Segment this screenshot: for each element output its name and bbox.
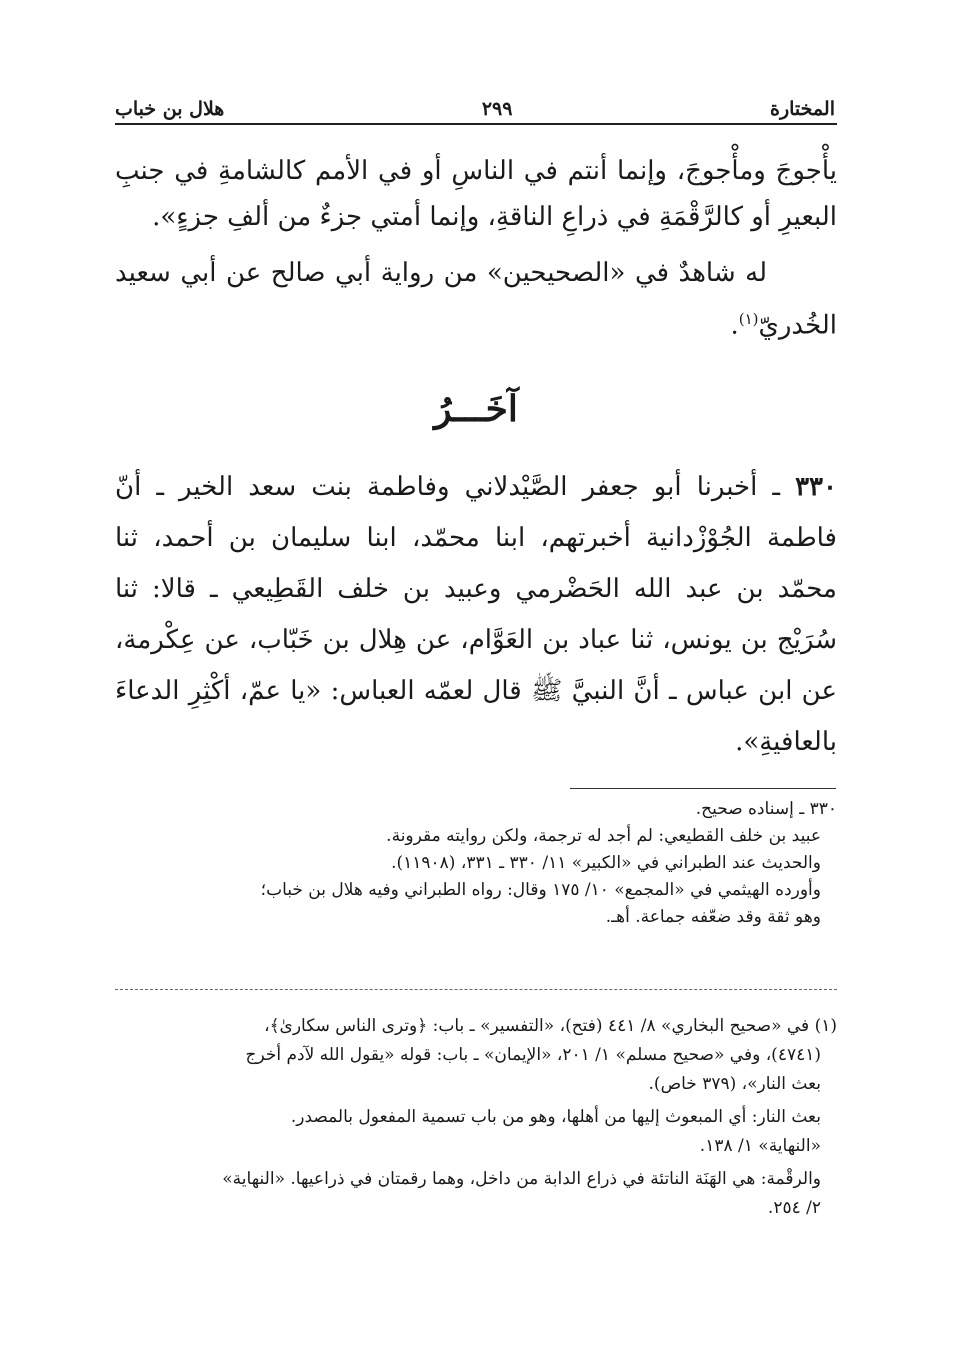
page-number: ٢٩٩: [481, 98, 513, 120]
commentary-rule: [570, 788, 836, 789]
text-line: البعيرِ أو كالرَّقْمَةِ في ذراعِ الناقةِ، وإنما أمتي جزءٌ من ألفِ جزءٍ».: [152, 202, 837, 232]
commentary-line: وأورده الهيثمي في «المجمع» ١٠/ ١٧٥ وقال: رواه الطبراني وفيه هلال بن خباب؛: [260, 880, 821, 900]
text-line: الدعاءَ بالعافيةِ».: [115, 676, 837, 757]
text-line: سُرَيْج بن يونس، ثنا عباد بن العَوَّام، عن هِلال بن خَبّاب، عن: [204, 625, 837, 655]
footnote-ref: (١): [738, 310, 759, 328]
running-header: [115, 86, 835, 120]
hadith-number: ٣٣٠: [795, 472, 837, 502]
main-text: [115, 148, 837, 349]
text-line: له شاهدٌ في «الصحيحين» من رواية أبي صالح عن أبي سعيد: [115, 258, 767, 288]
commentary-line: عبيد بن خلف القطيعي: لم أجد له ترجمة، ولكن روايته مقرونة.: [386, 826, 821, 846]
text-line: الخُدريّ: [758, 310, 837, 341]
footnotes: [115, 1012, 837, 1223]
commentary-line: ٣٣٠ ـ إسناده صحيح.: [695, 799, 837, 819]
paragraph: [115, 148, 837, 240]
paragraph: [115, 462, 837, 768]
narrator-name: هلال بن خباب: [115, 98, 225, 120]
text-line: عِكْرمة، عن ابن عباس ـ أنَّ النبيَّ ﷺ قال لعمّه العباس: «يا عمّ، أكْثِرِ: [115, 625, 837, 706]
footnote-line: «النهاية» ١/ ١٣٨.: [699, 1136, 821, 1156]
text-line: ـ أخبرنا أبو جعفر الصَّيْدلاني وفاطمة بنت سعد الخير ـ أنّ: [115, 472, 781, 502]
footnote-rule: [115, 989, 837, 990]
footnote-line: (١) في «صحيح البخاري» ٨/ ٤٤١ (فتح)، «التفسير» ـ باب: ﴿وترى الناس سكارىٰ﴾،: [264, 1016, 837, 1036]
book-title: المختارة: [770, 98, 835, 120]
commentary-line: والحديث عند الطبراني في «الكبير» ١١/ ٣٣٠ ـ ٣٣١، (١١٩٠٨).: [391, 853, 821, 873]
editor-commentary: [115, 796, 837, 931]
text-line: .: [730, 310, 739, 341]
text-line: محمّد بن عبد الله الحَضْرمي وعبيد بن خلف القَطِيعي ـ قالا: ثنا: [115, 574, 837, 604]
paragraph: [115, 250, 837, 349]
text-line: فاطمة الجُوْزْدانية أخبرتهم، ابنا محمّد، ابنا سليمان بن أحمد، ثنا: [115, 523, 837, 553]
commentary-line: وهو ثقة وقد ضعّفه جماعة. أهـ.: [605, 907, 821, 927]
footnote-line: والرقْمة: هي الهَنَة الناتئة في ذراع الدابة من داخل، وهما رقمتان في ذراعيها. «النهاية»: [222, 1169, 821, 1189]
hadith-block: [115, 462, 837, 768]
text-line: يأْجوجَ ومأْجوجَ، وإنما أنتم في الناسِ أو في الأمم كالشامةِ في جنبِ: [115, 156, 837, 186]
footnote-line: بعث النار»، (٣٧٩ خاص).: [648, 1074, 821, 1094]
section-heading: آخَـــرُ: [434, 388, 518, 430]
header-rule: [115, 123, 837, 125]
footnote-line: ٢/ ٢٥٤.: [767, 1198, 821, 1218]
footnote-line: بعث النار: أي المبعوث إليها من أهلها، وهو من باب تسمية المفعول بالمصدر.: [290, 1107, 821, 1127]
footnote-line: (٤٧٤١)، وفي «صحيح مسلم» ١/ ٢٠١، «الإيمان» ـ باب: قوله «يقول الله لآدم أخرج: [245, 1045, 821, 1065]
